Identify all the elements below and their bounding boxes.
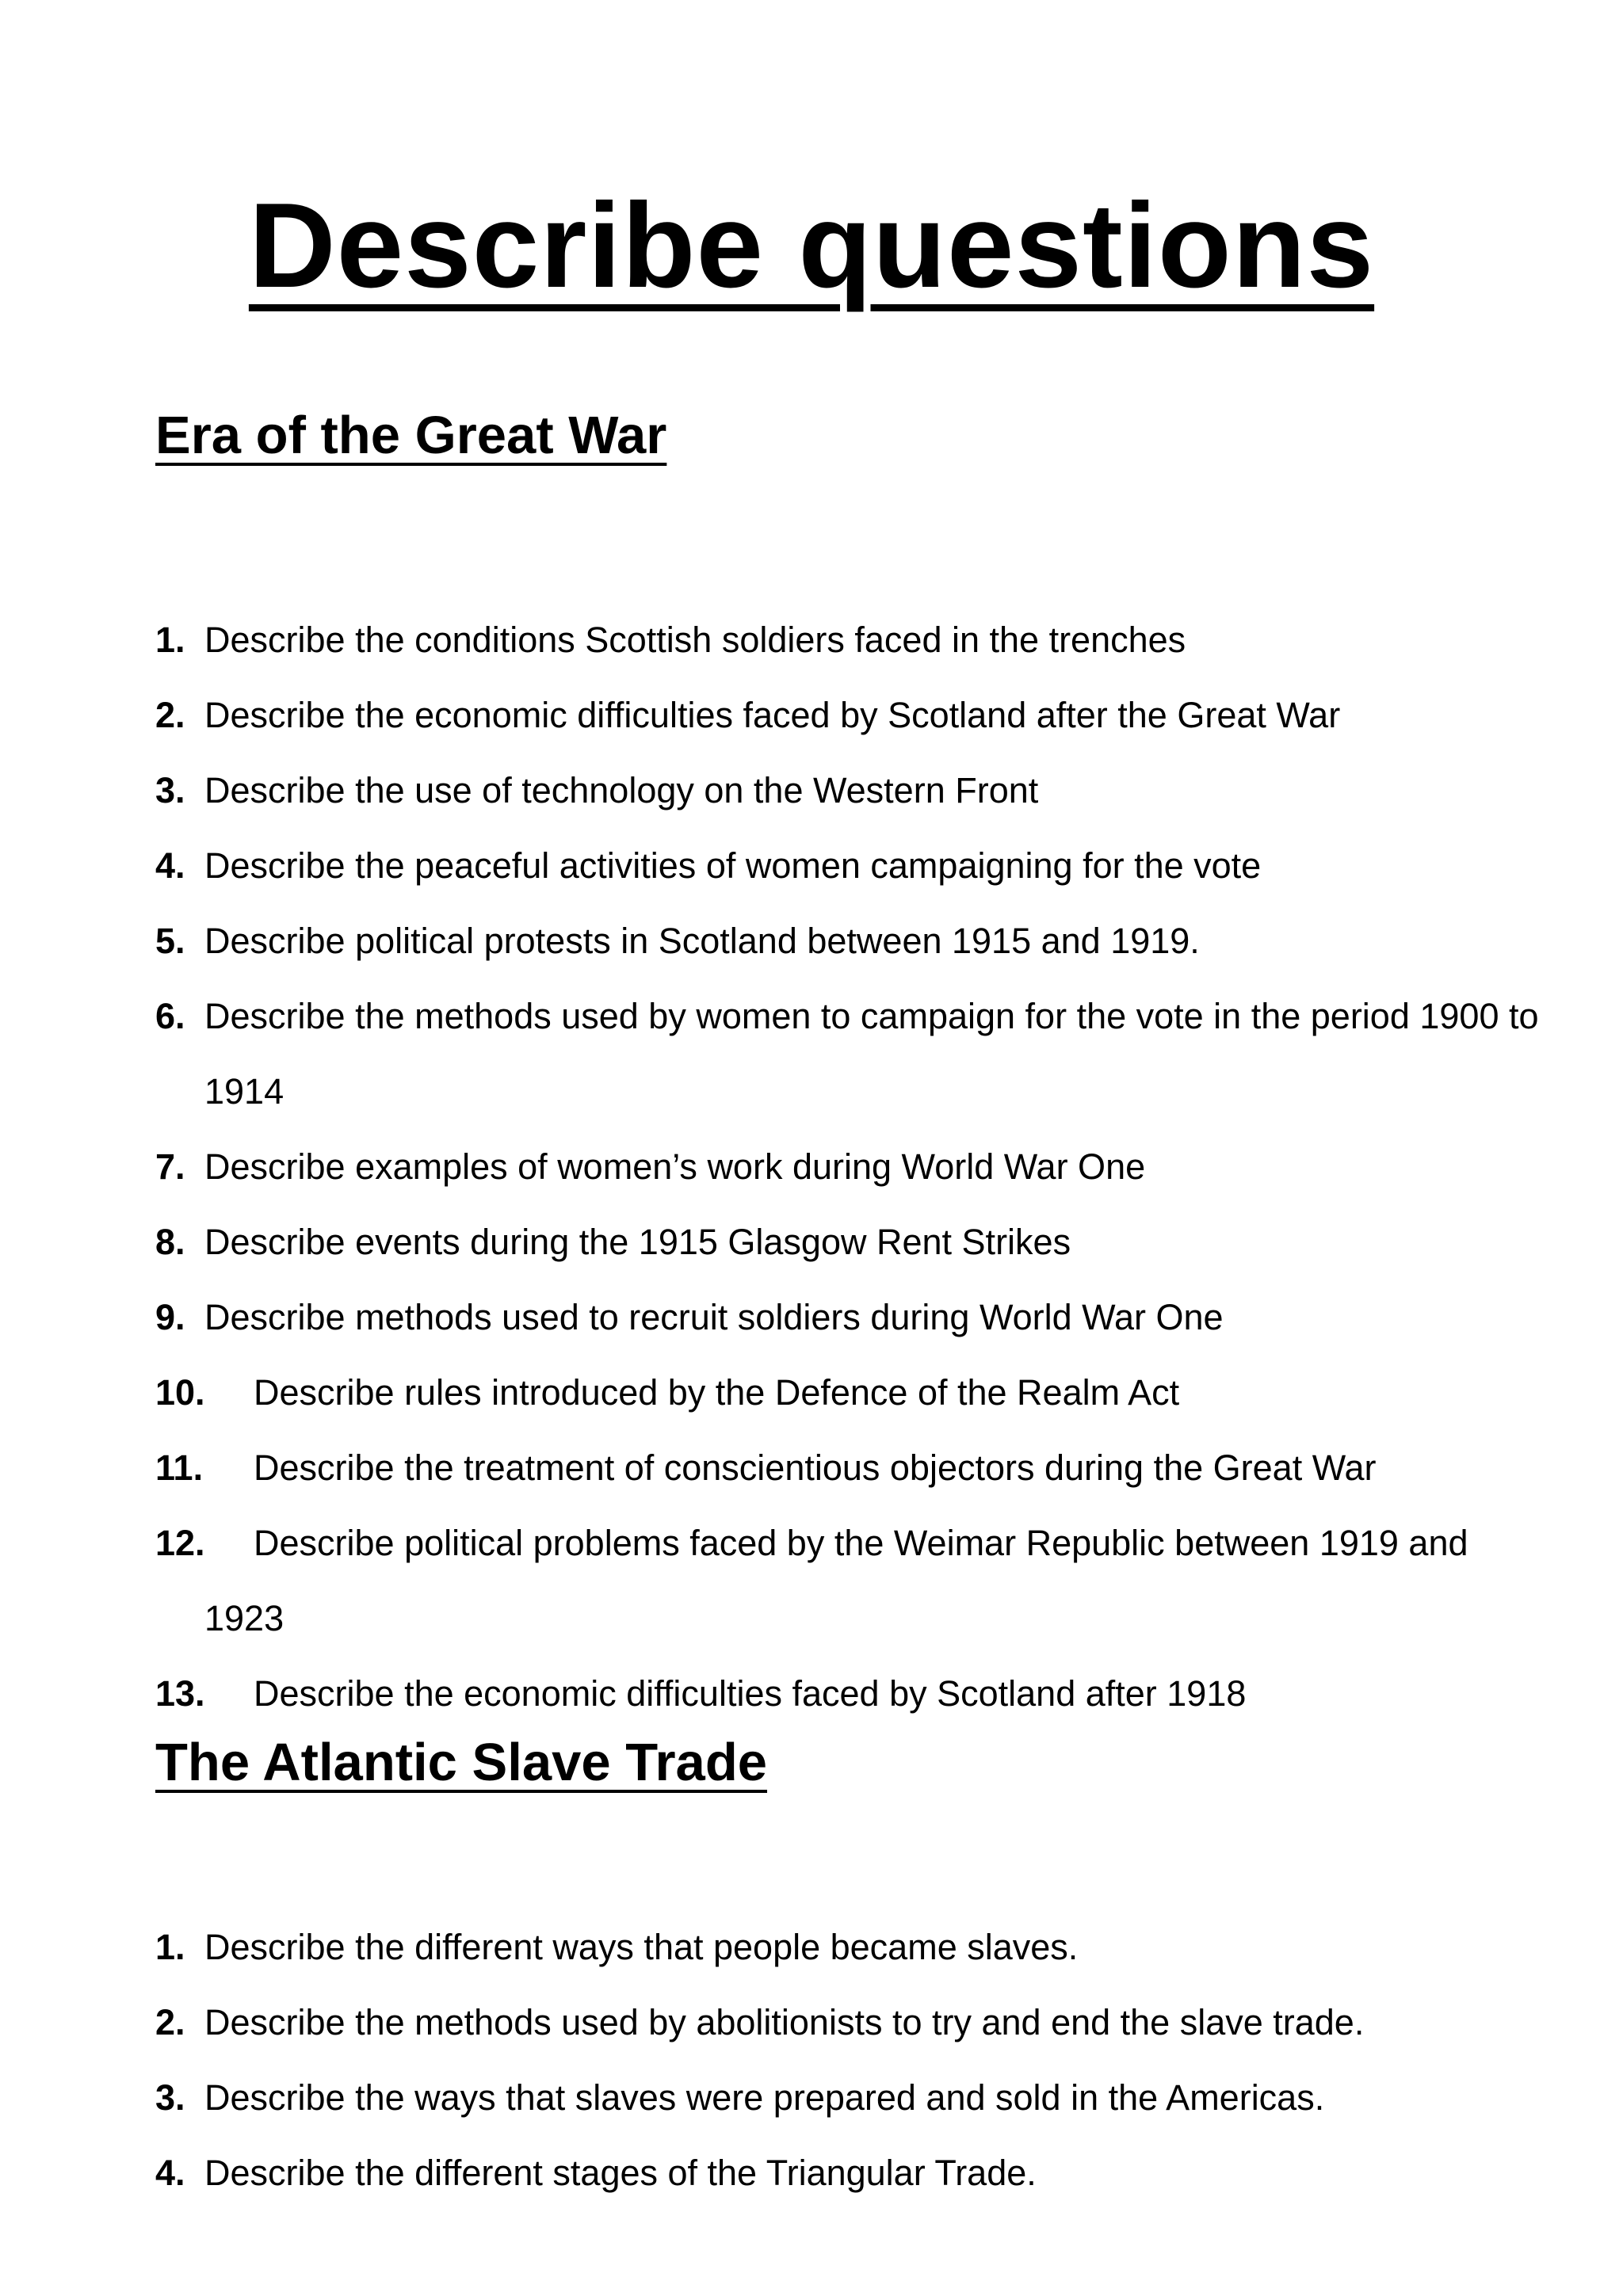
question-text: Describe the use of technology on the Western Front xyxy=(204,770,1039,810)
question-number: 5. xyxy=(155,921,185,961)
question-item xyxy=(155,1129,1550,1204)
question-number: 3. xyxy=(155,770,185,810)
question-number: 3. xyxy=(155,2077,185,2118)
question-item xyxy=(155,1280,1550,1355)
question-number: 4. xyxy=(155,845,185,886)
page-title-text: Describe questions xyxy=(248,178,1375,313)
question-number: 1. xyxy=(155,1927,185,1967)
question-number: 6. xyxy=(155,996,185,1036)
question-text: Describe the different stages of the Triangular Trade. xyxy=(204,2153,1037,2193)
question-number: 12. xyxy=(155,1523,205,1563)
question-text: Describe the economic difficulties faced by Scotland after 1918 xyxy=(254,1673,1247,1714)
question-item xyxy=(155,753,1550,828)
question-item xyxy=(155,1909,1550,1985)
question-item xyxy=(155,1985,1550,2060)
question-item xyxy=(155,1505,1550,1656)
question-list xyxy=(155,602,1550,1731)
question-number: 7. xyxy=(155,1146,185,1187)
question-number: 11. xyxy=(155,1447,204,1488)
section-atlantic-slave-trade xyxy=(155,1727,1550,2210)
question-number: 2. xyxy=(155,695,185,735)
question-item xyxy=(155,828,1550,903)
question-item xyxy=(155,1430,1550,1505)
question-text: Describe the different ways that people became slaves. xyxy=(204,1927,1079,1967)
question-text: Describe the economic difficulties faced by Scotland after the Great War xyxy=(204,695,1341,735)
question-item xyxy=(155,1656,1550,1731)
section-heading-text: Era of the Great War xyxy=(155,406,667,465)
section-great-war xyxy=(155,400,1550,1731)
question-text: Describe the methods used by abolitionists to try and end the slave trade. xyxy=(204,2002,1365,2042)
question-number: 9. xyxy=(155,1297,185,1337)
question-number: 10. xyxy=(155,1372,205,1413)
question-item xyxy=(155,1204,1550,1280)
question-item xyxy=(155,677,1550,753)
question-text: Describe events during the 1915 Glasgow Rent Strikes xyxy=(204,1222,1071,1262)
page-title xyxy=(0,174,1623,317)
question-text: Describe examples of women’s work during World War One xyxy=(204,1146,1146,1187)
question-number: 4. xyxy=(155,2153,185,2193)
section-heading xyxy=(155,1727,1550,1798)
question-text: Describe the methods used by women to campaign for the vote in the period 1900 to 1914 xyxy=(204,996,1539,1112)
question-text: Describe political problems faced by the Weimar Republic between 1919 and 1923 xyxy=(204,1523,1468,1638)
question-number: 1. xyxy=(155,620,185,660)
question-item xyxy=(155,978,1550,1129)
question-text: Describe rules introduced by the Defence of the Realm Act xyxy=(254,1372,1180,1413)
question-number: 13. xyxy=(155,1673,205,1714)
section-heading-text: The Atlantic Slave Trade xyxy=(155,1733,768,1792)
question-text: Describe the ways that slaves were prepared and sold in the Americas. xyxy=(204,2077,1325,2118)
section-heading xyxy=(155,400,1550,471)
question-number: 2. xyxy=(155,2002,185,2042)
question-text: Describe the peaceful activities of women campaigning for the vote xyxy=(204,845,1262,886)
question-text: Describe methods used to recruit soldiers during World War One xyxy=(204,1297,1224,1337)
question-item xyxy=(155,602,1550,677)
question-item xyxy=(155,903,1550,978)
question-text: Describe political protests in Scotland between 1915 and 1919. xyxy=(204,921,1200,961)
question-number: 8. xyxy=(155,1222,185,1262)
question-list xyxy=(155,1909,1550,2210)
question-item xyxy=(155,2060,1550,2135)
question-text: Describe the conditions Scottish soldiers faced in the trenches xyxy=(204,620,1186,660)
question-text: Describe the treatment of conscientious objectors during the Great War xyxy=(254,1447,1377,1488)
question-item xyxy=(155,2135,1550,2210)
question-item xyxy=(155,1355,1550,1430)
